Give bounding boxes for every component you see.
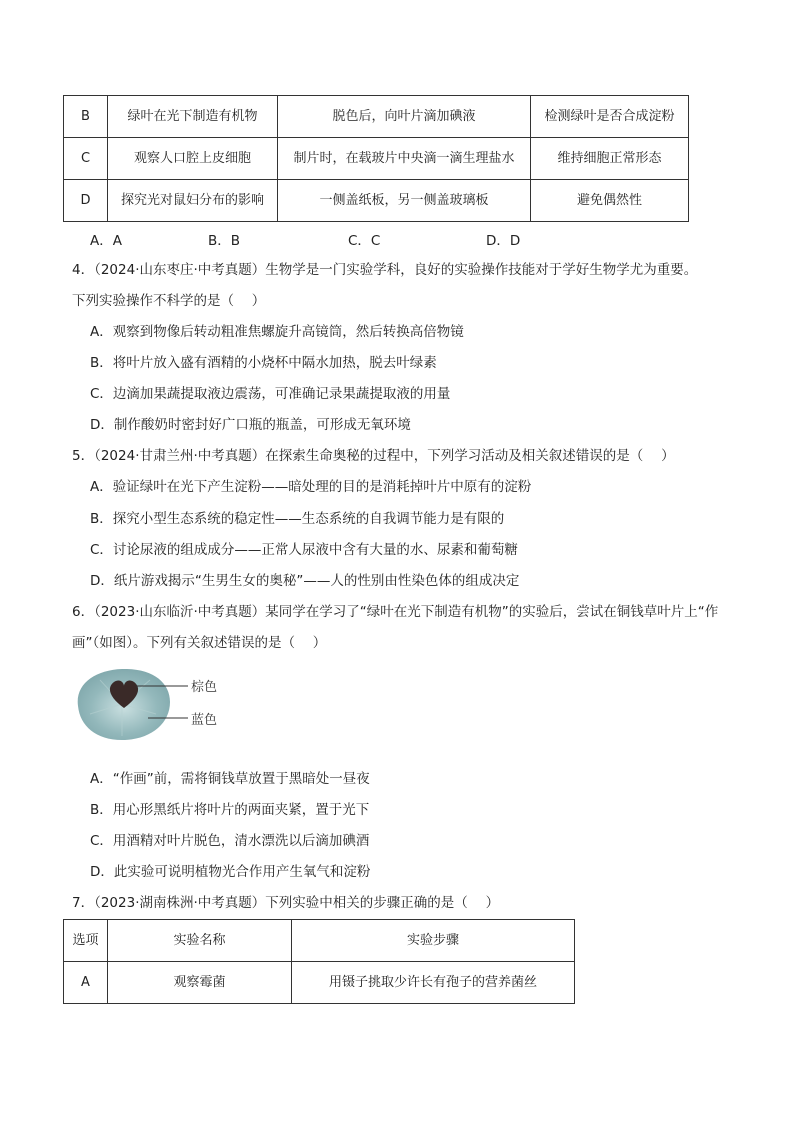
- q4-option-c[interactable]: C．边滴加果蔬提取液边震荡，可准确记录果蔬提取液的用量: [90, 386, 451, 402]
- table-cell: 观察霉菌: [108, 962, 292, 1004]
- table-cell: D: [64, 180, 108, 222]
- table-cell: B: [64, 96, 108, 138]
- table-cell: 观察人口腔上皮细胞: [108, 138, 278, 180]
- answer-choice-b[interactable]: B．B: [208, 233, 241, 249]
- table-header-row: [64, 920, 575, 962]
- q6-option-c[interactable]: C．用酒精对叶片脱色，清水漂洗以后滴加碘酒: [90, 833, 370, 849]
- q5-option-d[interactable]: D．纸片游戏揭示“生男生女的奥秘”——人的性别由性染色体的组成决定: [90, 573, 520, 589]
- table-cell: 制片时，在载玻片中央滴一滴生理盐水: [278, 138, 531, 180]
- table-cell: C: [64, 138, 108, 180]
- q3-answer-choices: [90, 229, 650, 247]
- q4-option-d[interactable]: D．制作酸奶时密封好广口瓶的瓶盖，可形成无氧环境: [90, 417, 411, 433]
- q5-option-b[interactable]: B．探究小型生态系统的稳定性——生态系统的自我调节能力是有限的: [90, 511, 505, 527]
- q5-stem: 5．（2024·甘肃兰州·中考真题）在探索生命奥秘的过程中，下列学习活动及相关叙述错误的是（ ）: [72, 448, 675, 464]
- q6-option-d[interactable]: D．此实验可说明植物光合作用产生氧气和淀粉: [90, 864, 371, 880]
- table-header-cell: 实验步骤: [292, 920, 575, 962]
- table-cell: 探究光对鼠妇分布的影响: [108, 180, 278, 222]
- q7-stem: 7．（2023·湖南株洲·中考真题）下列实验中相关的步骤正确的是（ ）: [72, 895, 500, 911]
- table-cell: 用镊子挑取少许长有孢子的营养菌丝: [292, 962, 575, 1004]
- answer-choice-d[interactable]: D．D: [486, 233, 521, 249]
- q4-stem-line2: 下列实验操作不科学的是（ ）: [72, 293, 266, 309]
- answer-choice-c[interactable]: C．C: [348, 233, 381, 249]
- experiment-table-q3: [63, 95, 689, 222]
- table-row: [64, 138, 689, 180]
- table-header-cell: 实验名称: [108, 920, 292, 962]
- table-row: [64, 180, 689, 222]
- leaf-heart-figure: [70, 664, 240, 744]
- q6-stem-line1: 6．（2023·山东临沂·中考真题）某同学在学习了“绿叶在光下制造有机物”的实验后，尝试在铜钱草叶片上“作: [72, 604, 719, 620]
- q5-option-a[interactable]: A．验证绿叶在光下产生淀粉——暗处理的目的是消耗掉叶片中原有的淀粉: [90, 479, 532, 495]
- experiment-table-q7: [63, 919, 575, 1004]
- table-cell: 维持细胞正常形态: [531, 138, 689, 180]
- q4-option-b[interactable]: B．将叶片放入盛有酒精的小烧杯中隔水加热，脱去叶绿素: [90, 355, 437, 371]
- label-brown: 棕色: [191, 680, 218, 695]
- table-header-cell: 选项: [64, 920, 108, 962]
- q4-option-a[interactable]: A．观察到物像后转动粗准焦螺旋升高镜筒，然后转换高倍物镜: [90, 324, 464, 340]
- q6-option-a[interactable]: A．“作画”前，需将铜钱草放置于黑暗处一昼夜: [90, 771, 370, 787]
- q6-stem-line2: 画”（如图）。下列有关叙述错误的是（ ）: [72, 635, 327, 651]
- answer-choice-a[interactable]: A．A: [90, 233, 122, 249]
- table-cell: A: [64, 962, 108, 1004]
- table-cell: 绿叶在光下制造有机物: [108, 96, 278, 138]
- table-cell: 脱色后，向叶片滴加碘液: [278, 96, 531, 138]
- q5-option-c[interactable]: C．讨论尿液的组成成分——正常人尿液中含有大量的水、尿素和葡萄糖: [90, 542, 518, 558]
- q6-option-b[interactable]: B．用心形黑纸片将叶片的两面夹紧，置于光下: [90, 802, 370, 818]
- label-blue: 蓝色: [191, 713, 218, 728]
- table-row: [64, 96, 689, 138]
- q4-stem-line1: 4．（2024·山东枣庄·中考真题）生物学是一门实验学科，良好的实验操作技能对于学好生物学尤为重要。: [72, 262, 698, 278]
- table-row: [64, 962, 575, 1004]
- table-cell: 避免偶然性: [531, 180, 689, 222]
- table-cell: 一侧盖纸板，另一侧盖玻璃板: [278, 180, 531, 222]
- table-cell: 检测绿叶是否合成淀粉: [531, 96, 689, 138]
